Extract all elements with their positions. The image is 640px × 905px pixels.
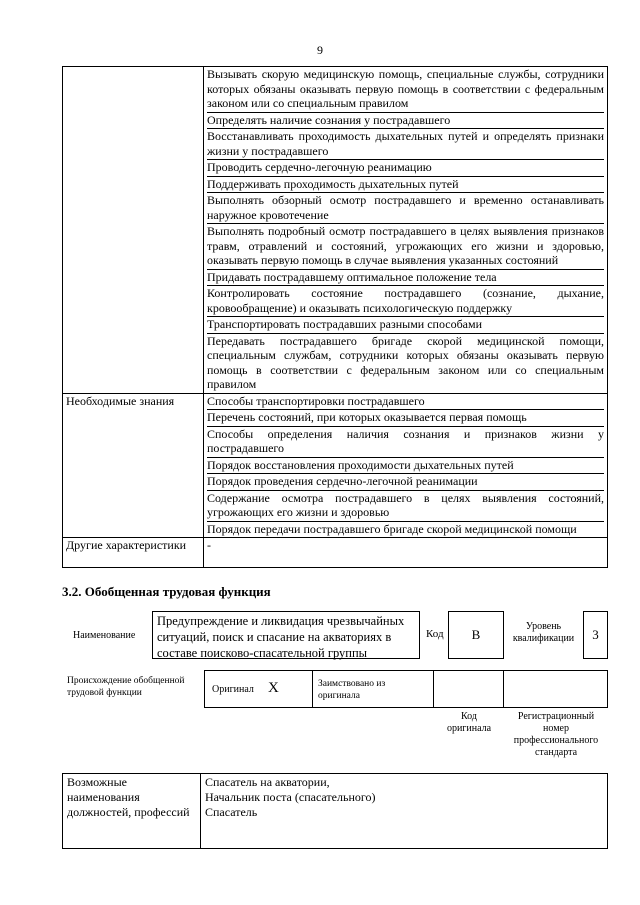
actions-row [63,67,608,394]
action-item: Передавать пострадавшего бригаде скорой медицинской помощи, специальным службам, сотрудники которых обязаны оказывать первую помощь в соответствии с федеральным законом или со специальным правилом [207,333,604,391]
other-label: Другие характеристики [63,538,204,568]
action-item: Транспортировать пострадавших разными способами [207,317,604,334]
action-item: Восстанавливать проходимость дыхательных путей и определять признаки жизни у пострадавшего [207,129,604,160]
knowledge-item: Порядок передачи пострадавшего бригаде скорой медицинской помощи [207,521,577,536]
position-item: Начальник поста (спасательного) [205,790,376,804]
action-item: Определять наличие сознания у пострадавшего [207,113,604,130]
actions-label-cell [63,67,204,394]
origin-divider [433,670,434,708]
labor-actions-table [62,66,608,568]
section-title: 3.2. Обобщенная трудовая функция [62,584,271,599]
original-label: Оригинал [212,684,254,695]
name-label: Наименование [73,630,136,641]
level-value-box: 3 [583,611,608,659]
origin-label: Происхождение обобщенной трудовой функции [67,676,185,698]
page-number: 9 [317,43,323,57]
code-original-label: Код оригинала [446,711,492,734]
action-item: Придавать пострадавшему оптимальное положение тела [207,270,604,287]
code-value-box: В [448,611,504,659]
action-item: Контролировать состояние пострадавшего (сознание, дыхание, кровообращение) и оказывать психологическую поддержку [207,286,604,317]
reg-number-label: Регистрационный номер профессионального стандарта [513,711,599,758]
origin-divider [312,670,313,708]
knowledge-cell [204,393,608,538]
action-item: Выполнять подробный осмотр пострадавшего в целях выявления признаков травм, отравлений и состояний, угрожающих его жизни и здоровью, оказывать первую помощь в случае выявления указанных состояний [207,224,604,270]
knowledge-row [63,393,608,538]
other-value: - [204,538,608,568]
original-mark: X [268,680,279,696]
knowledge-item: Способы определения наличия сознания и признаков жизни у пострадавшего [207,427,604,458]
position-item: Спасатель на акватории, [205,775,330,789]
position-item: Спасатель [205,805,258,819]
other-row [63,538,608,568]
actions-cell [204,67,608,394]
code-label: Код [426,628,444,640]
function-name-box: Предупреждение и ликвидация чрезвычайных ситуаций, поиск и спасание на акваториях в составе поисково-спасательной группы [152,611,420,659]
positions-label: Возможные наименования должностей, профессий [63,774,201,849]
level-label: Уровень квалификации [512,621,575,644]
positions-cell [201,774,608,849]
origin-divider [503,670,504,708]
knowledge-label: Необходимые знания [63,393,204,538]
action-item: Проводить сердечно-легочную реанимацию [207,160,604,177]
knowledge-item: Порядок восстановления проходимости дыхательных путей [207,458,604,475]
positions-table [62,773,608,849]
action-item: Вызывать скорую медицинскую помощь, специальные службы, сотрудники которых обязаны оказывать первую помощь в соответствии с федеральным законом или со специальным правилом [207,67,604,113]
knowledge-item: Порядок проведения сердечно-легочной реанимации [207,474,604,491]
action-item: Выполнять обзорный осмотр пострадавшего и временно останавливать наружное кровотечение [207,193,604,224]
knowledge-item: Способы транспортировки пострадавшего [207,394,604,411]
action-item: Поддерживать проходимость дыхательных путей [207,177,604,194]
knowledge-item: Содержание осмотра пострадавшего в целях выявления состояний, угрожающих его жизни и здоровью [207,491,604,522]
borrowed-label: Заимствовано из оригинала [318,679,386,701]
knowledge-item: Перечень состояний, при которых оказывается первая помощь [207,410,604,427]
positions-row [63,774,608,849]
